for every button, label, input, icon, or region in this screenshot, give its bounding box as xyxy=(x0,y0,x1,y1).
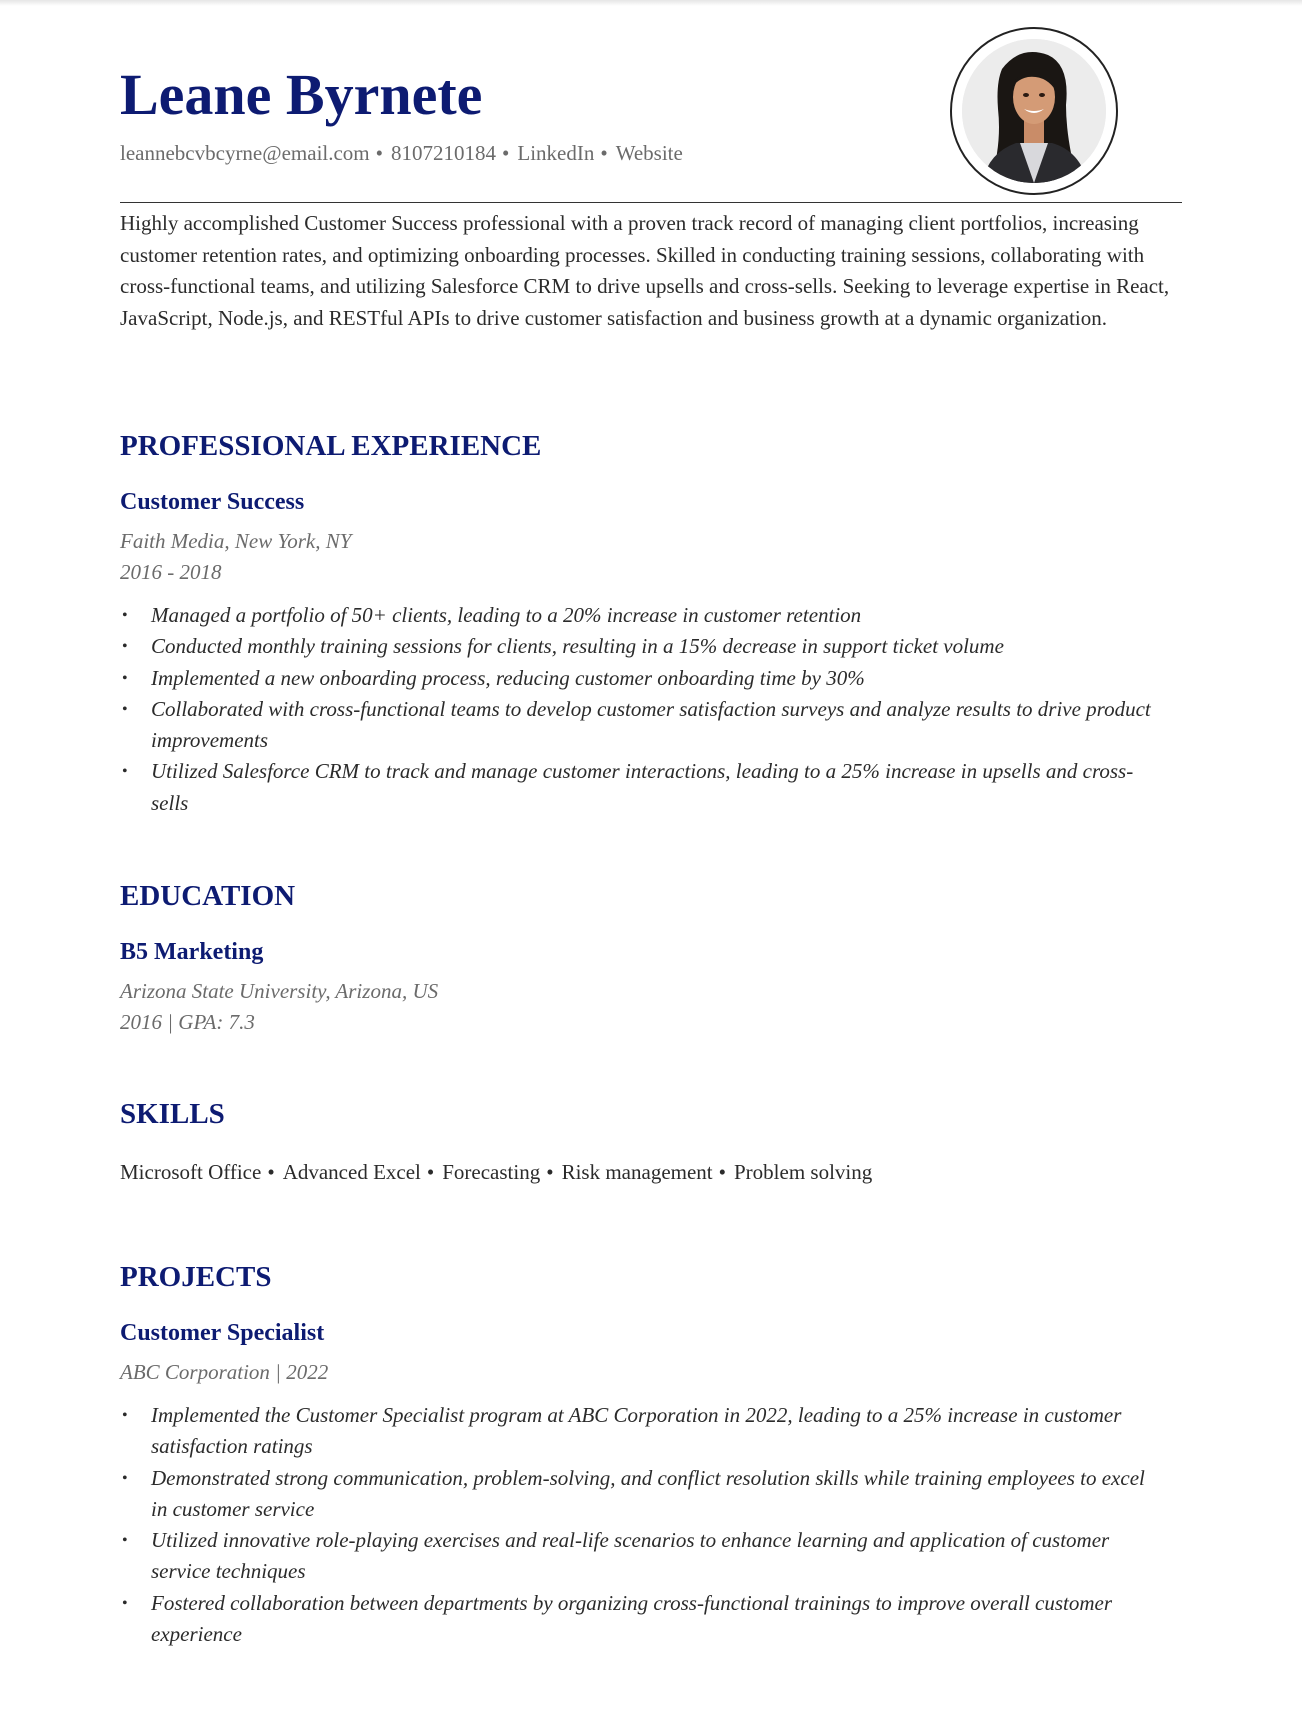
education-details: 2016 | GPA: 7.3 xyxy=(120,1010,255,1034)
skill-separator: • xyxy=(718,1160,726,1184)
bullet-text: Fostered collaboration between departments by organizing cross-functional trainings to improve overall customer experience xyxy=(151,1590,1113,1647)
list-item xyxy=(120,663,1160,694)
profile-photo xyxy=(962,39,1106,183)
skill-item: Advanced Excel xyxy=(282,1160,421,1184)
bullet-text: Implemented a new onboarding process, reducing customer onboarding time by 30% xyxy=(151,665,865,690)
bullet-icon: • xyxy=(122,1594,128,1612)
skill-separator: • xyxy=(267,1160,275,1184)
bullet-icon: • xyxy=(122,1407,128,1424)
list-item xyxy=(120,1400,1160,1463)
contact-line xyxy=(120,141,683,166)
bullet-icon: • xyxy=(122,669,128,687)
experience-heading: PROFESSIONAL EXPERIENCE xyxy=(120,430,542,462)
linkedin-link[interactable]: LinkedIn xyxy=(517,141,595,165)
skill-item: Risk management xyxy=(561,1160,713,1184)
candidate-name: Leane Byrnete xyxy=(120,62,483,127)
project-title: Customer Specialist xyxy=(120,1320,325,1346)
bullet-text: Collaborated with cross-functional teams to develop customer satisfaction surveys and analyze results to drive product improvements xyxy=(151,696,1151,753)
education-heading: EDUCATION xyxy=(120,880,296,912)
bullet-text: Managed a portfolio of 50+ clients, leading to a 20% increase in customer retention xyxy=(151,603,862,627)
job-title: Customer Success xyxy=(120,489,305,515)
experience-bullets xyxy=(120,600,1160,819)
contact-separator: • xyxy=(375,141,384,165)
job-dates: 2016 - 2018 xyxy=(120,560,222,584)
skills-heading: SKILLS xyxy=(120,1098,225,1130)
website-link[interactable]: Website xyxy=(615,141,683,165)
projects-heading: PROJECTS xyxy=(120,1261,272,1293)
header-divider xyxy=(120,202,1182,203)
page-top-shadow xyxy=(0,0,1302,6)
list-item xyxy=(120,1463,1160,1526)
skills-list xyxy=(120,1160,872,1185)
bullet-icon: • xyxy=(122,638,128,656)
skill-separator: • xyxy=(426,1160,435,1184)
list-item xyxy=(120,694,1160,757)
bullet-text: Utilized innovative role-playing exercises and real-life scenarios to enhance learning and application of customer service techniques xyxy=(151,1528,1110,1584)
contact-email[interactable]: leannebcvbcyrne@email.com xyxy=(120,141,370,165)
job-company: Faith Media, New York, NY xyxy=(120,529,352,553)
bullet-text: Implemented the Customer Specialist program at ABC Corporation in 2022, leading to a 25% increase in customer satisfaction ratings xyxy=(151,1403,1122,1459)
bullet-icon: • xyxy=(122,763,128,781)
skill-item: Forecasting xyxy=(442,1160,541,1184)
avatar-illustration xyxy=(962,39,1106,183)
list-item xyxy=(120,600,1160,631)
contact-separator: • xyxy=(502,141,510,165)
list-item xyxy=(120,1588,1160,1651)
bullet-text: Demonstrated strong communication, problem-solving, and conflict resolution skills while training employees to excel in customer service xyxy=(151,1465,1145,1521)
bullet-icon: • xyxy=(122,1469,128,1487)
bullet-text: Conducted monthly training sessions for clients, resulting in a 15% decrease in support ticket volume xyxy=(151,634,1004,659)
profile-photo-frame xyxy=(950,27,1118,195)
contact-separator: • xyxy=(600,141,608,165)
list-item xyxy=(120,1525,1160,1588)
project-bullets xyxy=(120,1400,1160,1650)
professional-summary: Highly accomplished Customer Success professional with a proven track record of managing client portfolios, increasing customer retention rates, and optimizing onboarding processes. Skilled in conducting training sessions, collaborating with cross-functional teams, and utilizing Salesforce CRM to drive upsells and cross-sells. Seeking to leverage expertise in React, JavaScript, Node.js, and RESTful APIs to drive customer satisfaction and business growth at a dynamic organization. xyxy=(120,211,1170,330)
skill-item: Problem solving xyxy=(734,1160,873,1184)
list-item xyxy=(120,756,1160,819)
school-name: Arizona State University, Arizona, US xyxy=(120,979,439,1003)
bullet-icon: • xyxy=(122,1532,128,1550)
degree-title: B5 Marketing xyxy=(120,939,264,965)
contact-phone[interactable]: 8107210184 xyxy=(391,141,497,165)
bullet-icon: • xyxy=(122,607,128,624)
bullet-text: Utilized Salesforce CRM to track and manage customer interactions, leading to a 25% increase in upsells and cross-sells xyxy=(151,759,1134,815)
list-item xyxy=(120,631,1160,662)
skill-item: Microsoft Office xyxy=(120,1160,262,1184)
project-meta: ABC Corporation | 2022 xyxy=(120,1360,329,1384)
bullet-icon: • xyxy=(122,700,128,718)
skill-separator: • xyxy=(546,1160,554,1184)
